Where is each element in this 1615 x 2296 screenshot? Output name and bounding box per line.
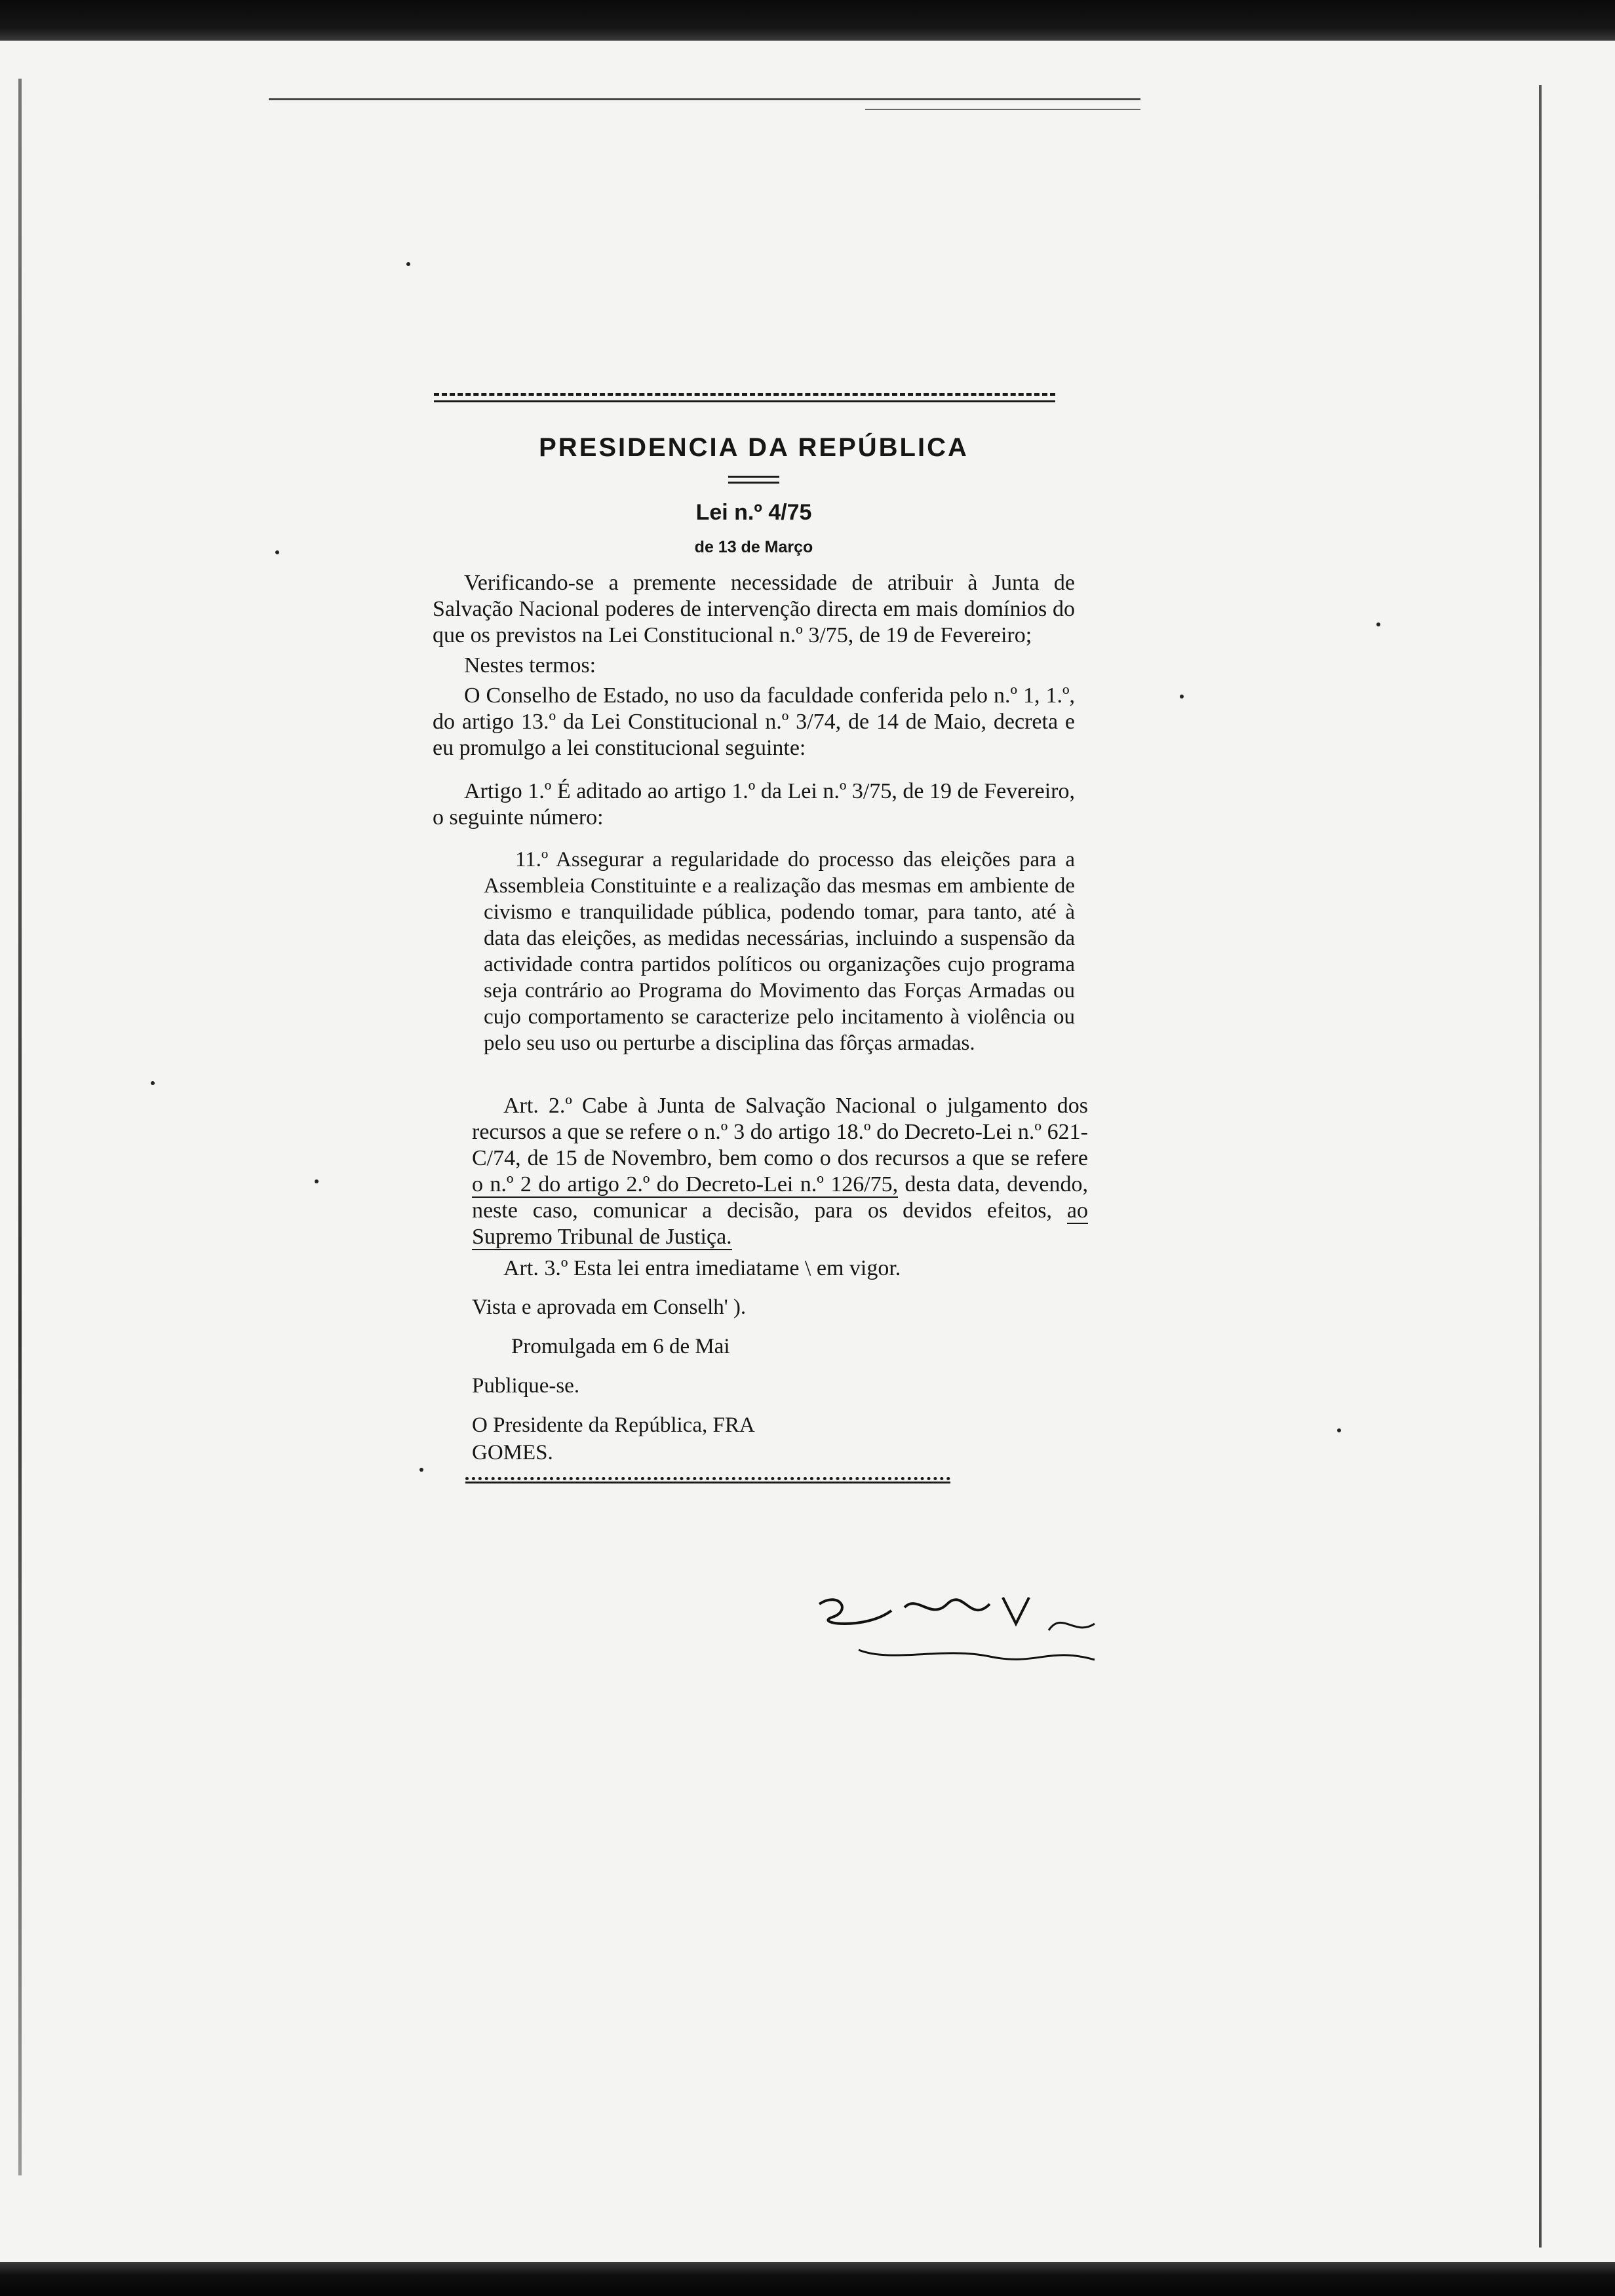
article-1-added-item: 11.º Assegurar a regularidade do processo das eleições para a Assembleia Constituinte e a realização das mesmas em ambiente de civismo e tranquilidade pública, podendo tomar, para tanto, até à data das eleições, as medidas necessárias, incluindo a suspensão da actividade contra partidos políticos ou organizações cujo programa seja contrário ao Programa do Movimento das Forças Armadas ou cujo comportamento se caracterize pelo incitamento à violência ou pelo seu uso ou perturbe a disciplina das fôrças armadas. [484,848,1075,1055]
scan-speck [1376,622,1380,626]
scan-right-edge [1539,85,1542,2248]
president-line: O Presidente da República, FRA [472,1413,755,1437]
scan-speck [1337,1428,1341,1432]
publish-line: Publique-se. [472,1374,580,1398]
preamble-paragraph: O Conselho de Estado, no uso da faculdade conferida pelo n.º 1, 1.º, do artigo 13.º da Lei Constitucional n.º 3/74, de 14 de Maio, decreta e eu promulgo a lei constitucional seguinte: [433,683,1075,760]
title-ornamental-rule [434,393,1055,402]
preamble-paragraph: Nestes termos: [464,653,596,678]
promulgation-line: Promulgada em 6 de Mai [511,1335,730,1358]
article-1: Artigo 1.º É aditado ao artigo 1.º da Lei n.º 3/75, de 19 de Fevereiro, o seguinte número: [433,779,1075,830]
approval-line: Vista e aprovada em Conselh' ). [472,1295,747,1319]
scan-speck [151,1081,155,1085]
page-top-rule [269,98,1140,100]
president-surname: GOMES. [472,1441,553,1464]
closing-ornamental-rule [465,1477,950,1483]
decree-page [433,393,1088,1483]
page-title: PRESIDENCIA DA REPÚBLICA [539,433,969,462]
page-top-rule-secondary [865,109,1140,110]
law-date: de 13 de Março [694,538,813,556]
article-2 [472,1093,1088,1250]
article-2-decree-reference: o n.º 2 do artigo 2.º do Decreto-Lei n.º 126/75, [472,1172,899,1196]
article-2-middle: desta data, devendo, neste caso, comunicar a decisão, para os devidos efeitos, [472,1172,1088,1223]
article-3: Art. 3.º Esta lei entra imediatame \ em vigor. [503,1256,901,1280]
article-2-lead: Art. 2.º Cabe à Junta de Salvação Nacional o julgamento dos recursos a que se refere o n.º 3 do artigo 18.º do Decreto-Lei n.º 621-C/74, de 15 de Novembro, bem como o dos recursos a que se refere [472,1094,1088,1170]
title-separator-mark [728,476,779,484]
law-number: Lei n.º 4/75 [695,500,812,525]
scan-top-edge [0,0,1615,41]
scan-bottom-edge [0,2262,1615,2296]
scan-speck [315,1179,319,1183]
scan-speck [419,1468,423,1472]
scan-left-edge [18,79,22,2175]
preamble-paragraph: Verificando-se a premente necessidade de atribuir à Junta de Salvação Nacional poderes de intervenção directa em mais domínios do que os previstos na Lei Constitucional n.º 3/75, de 19 de Fevereiro; [433,571,1075,647]
scan-speck [406,262,410,266]
handwritten-signature [793,1584,1108,1676]
scan-speck [275,550,279,554]
scan-speck [1180,695,1184,698]
article-2-court-reference: ao Supremo Tribunal de Justiça. [472,1198,1088,1249]
